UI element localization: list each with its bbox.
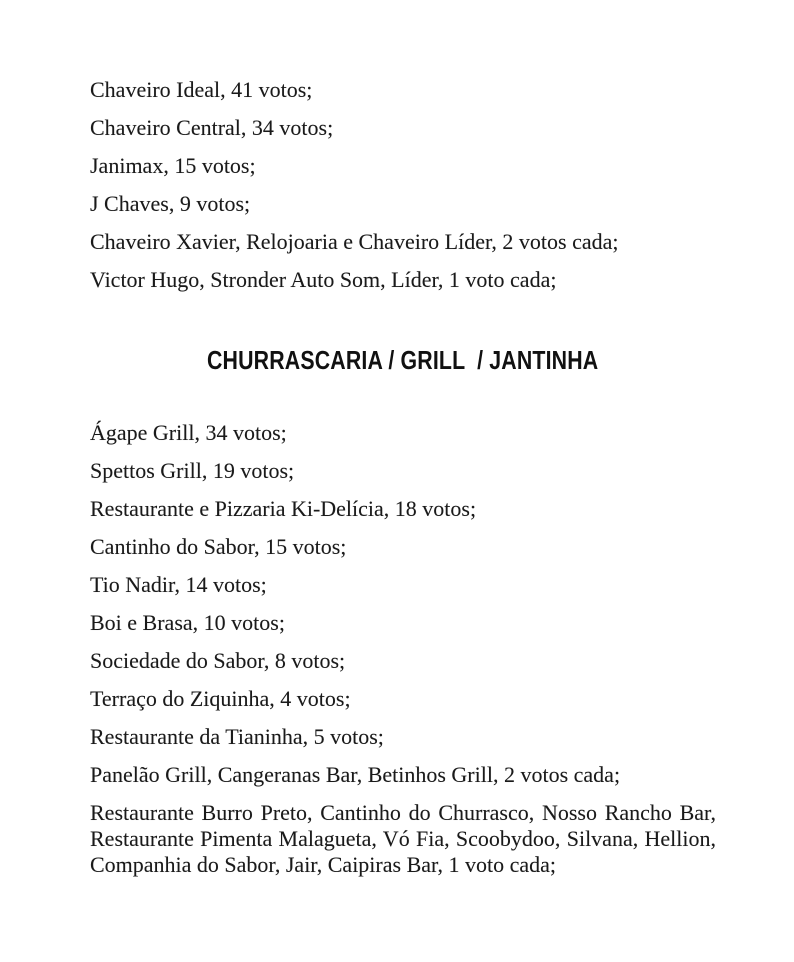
result-entry: Victor Hugo, Stronder Auto Som, Líder, 1 voto cada; (90, 267, 557, 292)
result-entry: Janimax, 15 votos; (90, 153, 256, 178)
result-entry: Restaurante da Tianinha, 5 votos; (90, 724, 384, 749)
result-entry: Restaurante Burro Preto, Cantinho do Churrasco, Nosso Rancho Bar, Restaurante Pimenta Malagueta, Vó Fia, Scoobydoo, Silvana, Hellion, Companhia do Sabor, Jair, Caipiras Bar, 1 voto cada; (90, 800, 716, 877)
result-entry: Terraço do Ziquinha, 4 votos; (90, 686, 351, 711)
result-entry: J Chaves, 9 votos; (90, 191, 251, 216)
section-heading-text: CHURRASCARIA / GRILL / JANTINHA (207, 345, 599, 375)
result-entry: Ágape Grill, 34 votos; (90, 420, 287, 445)
result-entry: Cantinho do Sabor, 15 votos; (90, 534, 347, 559)
result-entry: Sociedade do Sabor, 8 votos; (90, 648, 346, 673)
section-heading-churrascaria (90, 345, 716, 375)
result-entry: Chaveiro Central, 34 votos; (90, 115, 334, 140)
section-chaveiro-results (90, 77, 716, 293)
result-entry: Boi e Brasa, 10 votos; (90, 610, 285, 635)
result-entry: Chaveiro Ideal, 41 votos; (90, 77, 313, 102)
result-entry: Spettos Grill, 19 votos; (90, 458, 295, 483)
section-churrascaria-results (90, 420, 716, 878)
result-entry: Chaveiro Xavier, Relojoaria e Chaveiro Líder, 2 votos cada; (90, 229, 619, 254)
result-entry: Panelão Grill, Cangeranas Bar, Betinhos Grill, 2 votos cada; (90, 762, 621, 787)
result-entry: Tio Nadir, 14 votos; (90, 572, 267, 597)
result-entry: Restaurante e Pizzaria Ki-Delícia, 18 votos; (90, 496, 477, 521)
